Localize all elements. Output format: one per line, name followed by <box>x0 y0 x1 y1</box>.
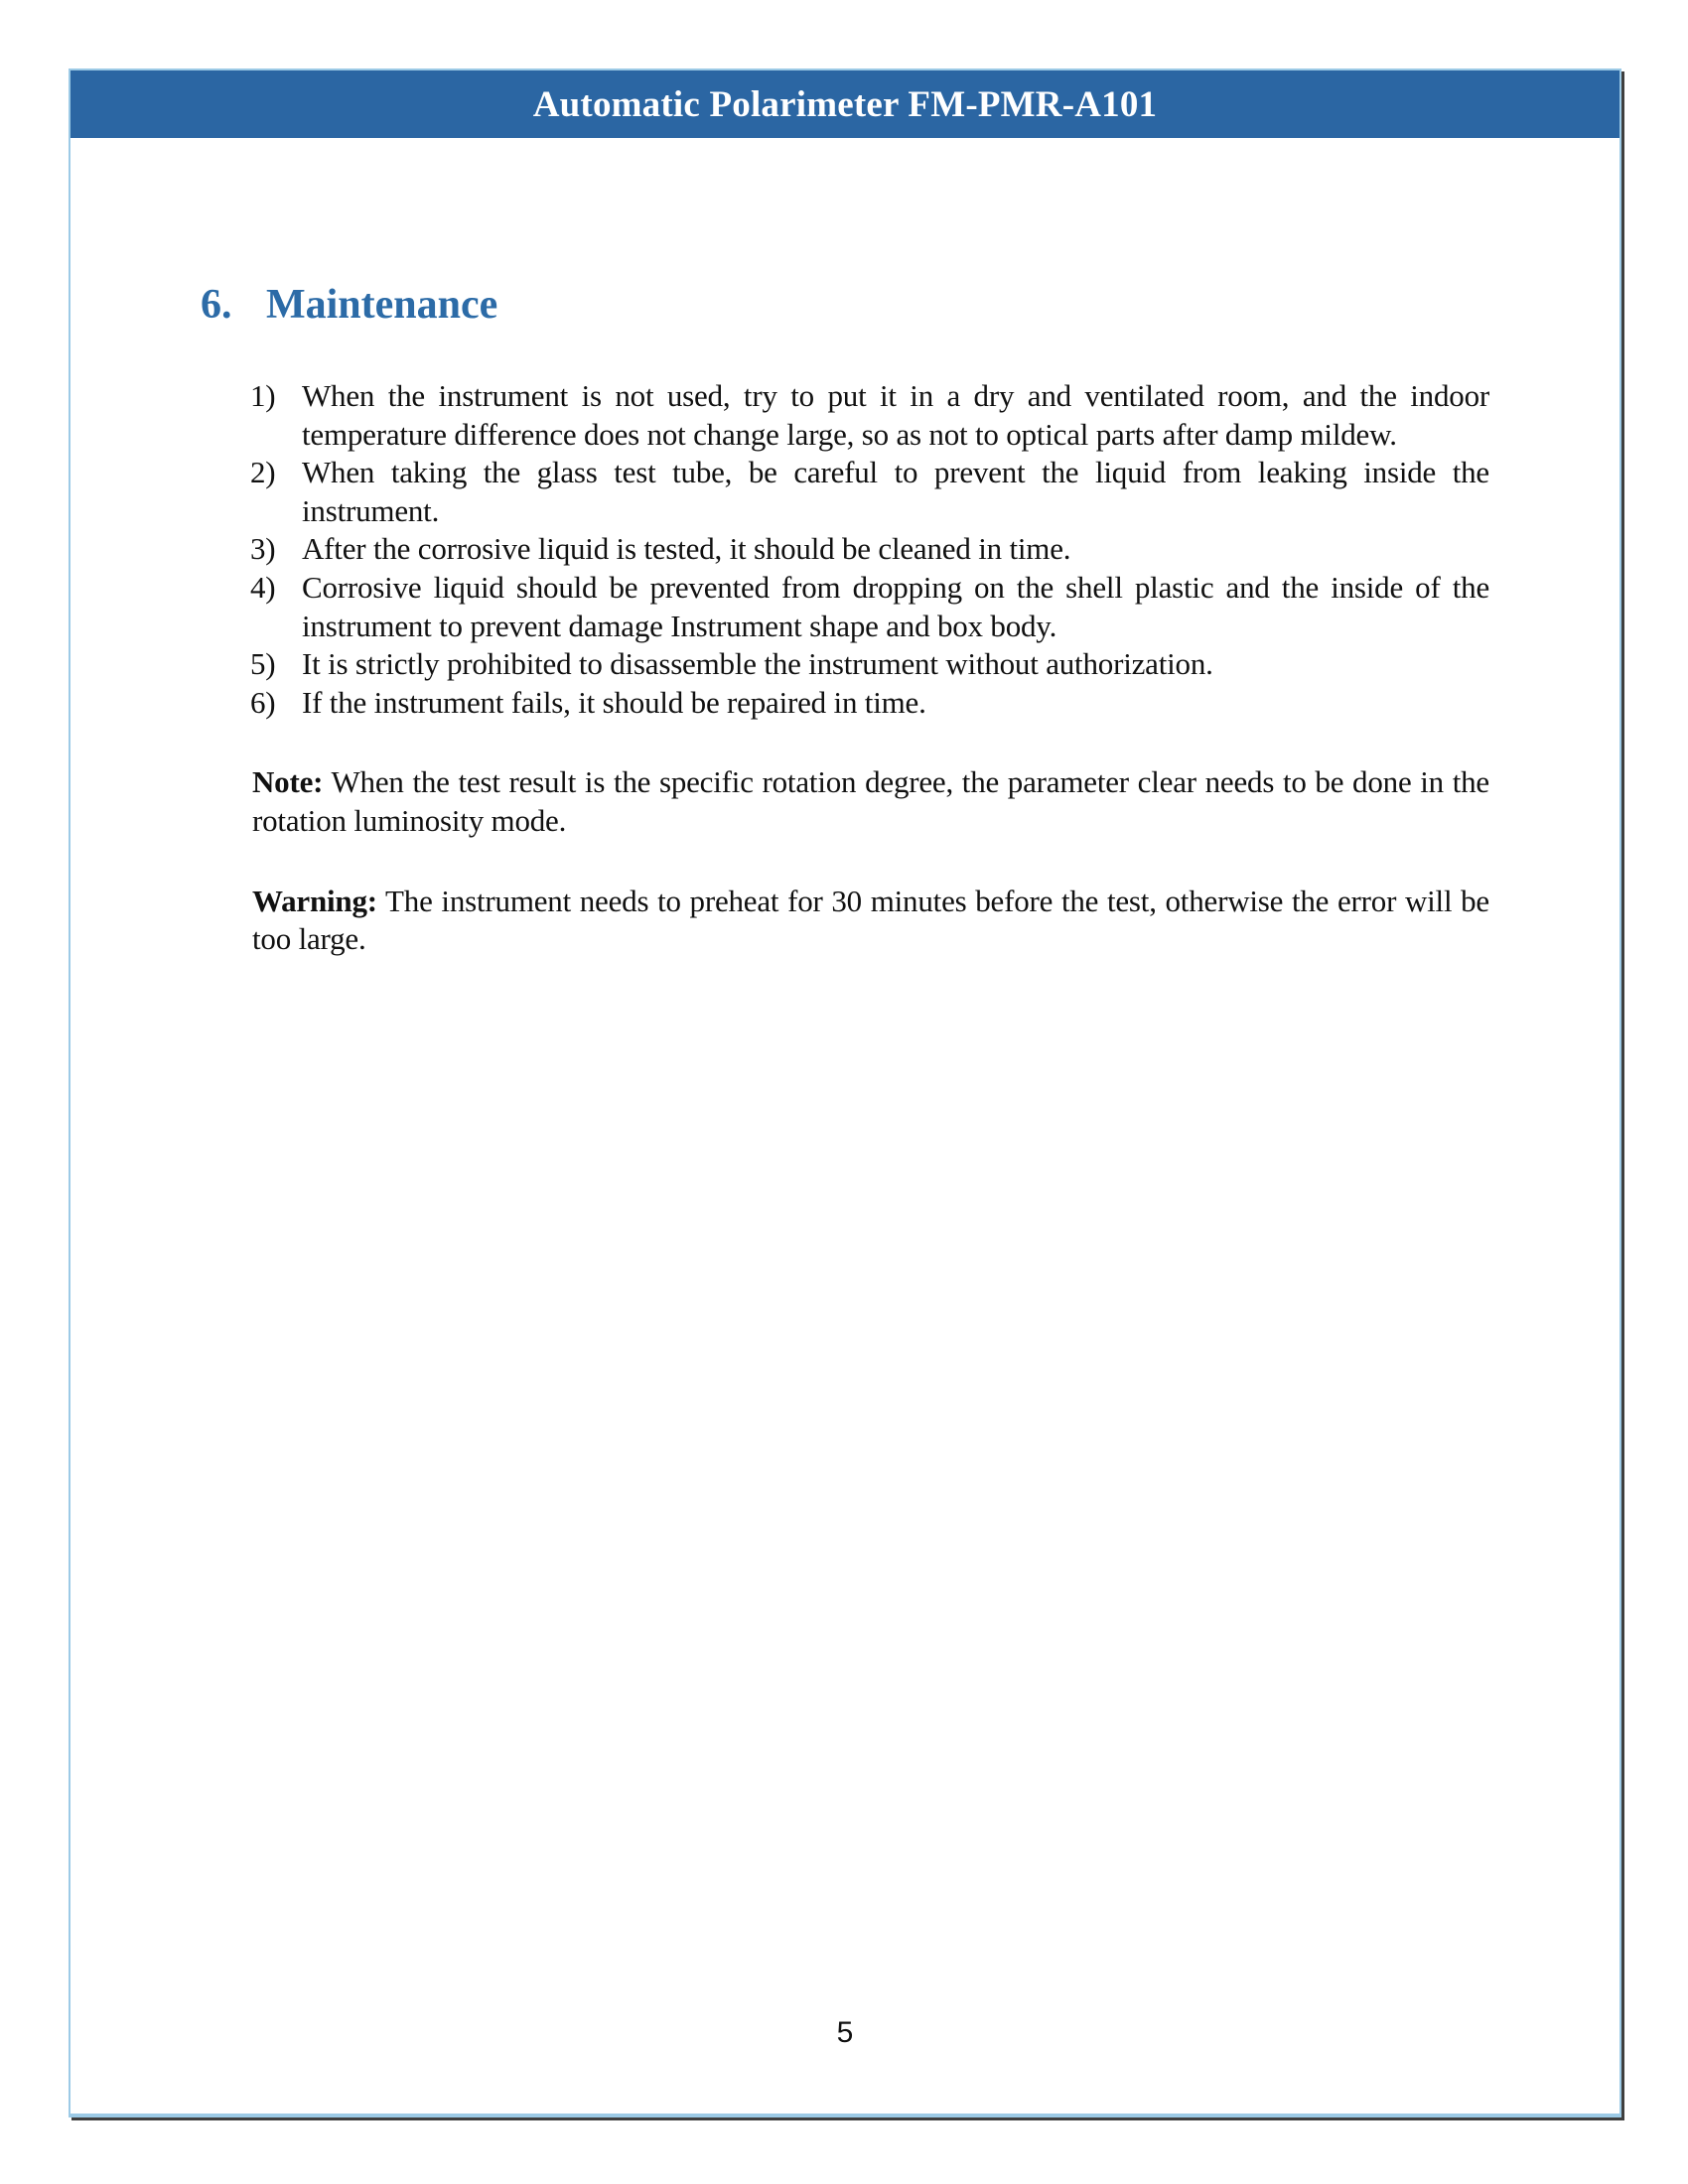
list-item-marker: 3) <box>250 531 276 567</box>
document-title: Automatic Polarimeter FM-PMR-A101 <box>532 83 1158 125</box>
page-number: 5 <box>836 2016 854 2049</box>
page-header-bar <box>70 70 1619 138</box>
warning-label: Warning: <box>252 883 377 918</box>
list-item-marker: 2) <box>250 455 276 490</box>
maintenance-list <box>250 377 1489 722</box>
list-item <box>250 569 1489 645</box>
document-page <box>69 68 1621 2117</box>
list-item <box>250 645 1489 684</box>
section-heading <box>201 277 1619 333</box>
note-text: When the test result is the specific rotation degree, the parameter clear needs to be done in the rotation luminosity mode. <box>252 764 1489 838</box>
warning-paragraph <box>252 883 1489 959</box>
note-paragraph <box>252 763 1489 840</box>
list-item-text: If the instrument fails, it should be repaired in time. <box>302 684 926 720</box>
list-item <box>250 684 1489 723</box>
section-number: 6. <box>201 282 232 328</box>
list-item-text: When taking the glass test tube, be careful to prevent the liquid from leaking inside the instrument. <box>302 455 1489 528</box>
list-item-text: It is strictly prohibited to disassemble the instrument without authorization. <box>302 646 1213 682</box>
list-item-text: When the instrument is not used, try to put it in a dry and ventilated room, and the indoor temperature difference does not change large, so as not to optical parts after damp mildew. <box>302 378 1489 452</box>
note-label: Note: <box>252 764 324 800</box>
list-item <box>250 377 1489 454</box>
list-item-text: Corrosive liquid should be prevented from dropping on the shell plastic and the inside of the instrument to prevent damage Instrument shape and box body. <box>302 569 1489 643</box>
section-title: Maintenance <box>266 282 498 328</box>
list-item-marker: 1) <box>250 378 276 413</box>
list-item-marker: 6) <box>250 684 276 720</box>
list-item <box>250 530 1489 569</box>
list-item-marker: 5) <box>250 646 276 682</box>
list-item-marker: 4) <box>250 569 276 605</box>
list-item <box>250 454 1489 530</box>
warning-text: The instrument needs to preheat for 30 minutes before the test, otherwise the error will be too large. <box>252 883 1489 957</box>
list-item-text: After the corrosive liquid is tested, it should be cleaned in time. <box>302 531 1071 567</box>
